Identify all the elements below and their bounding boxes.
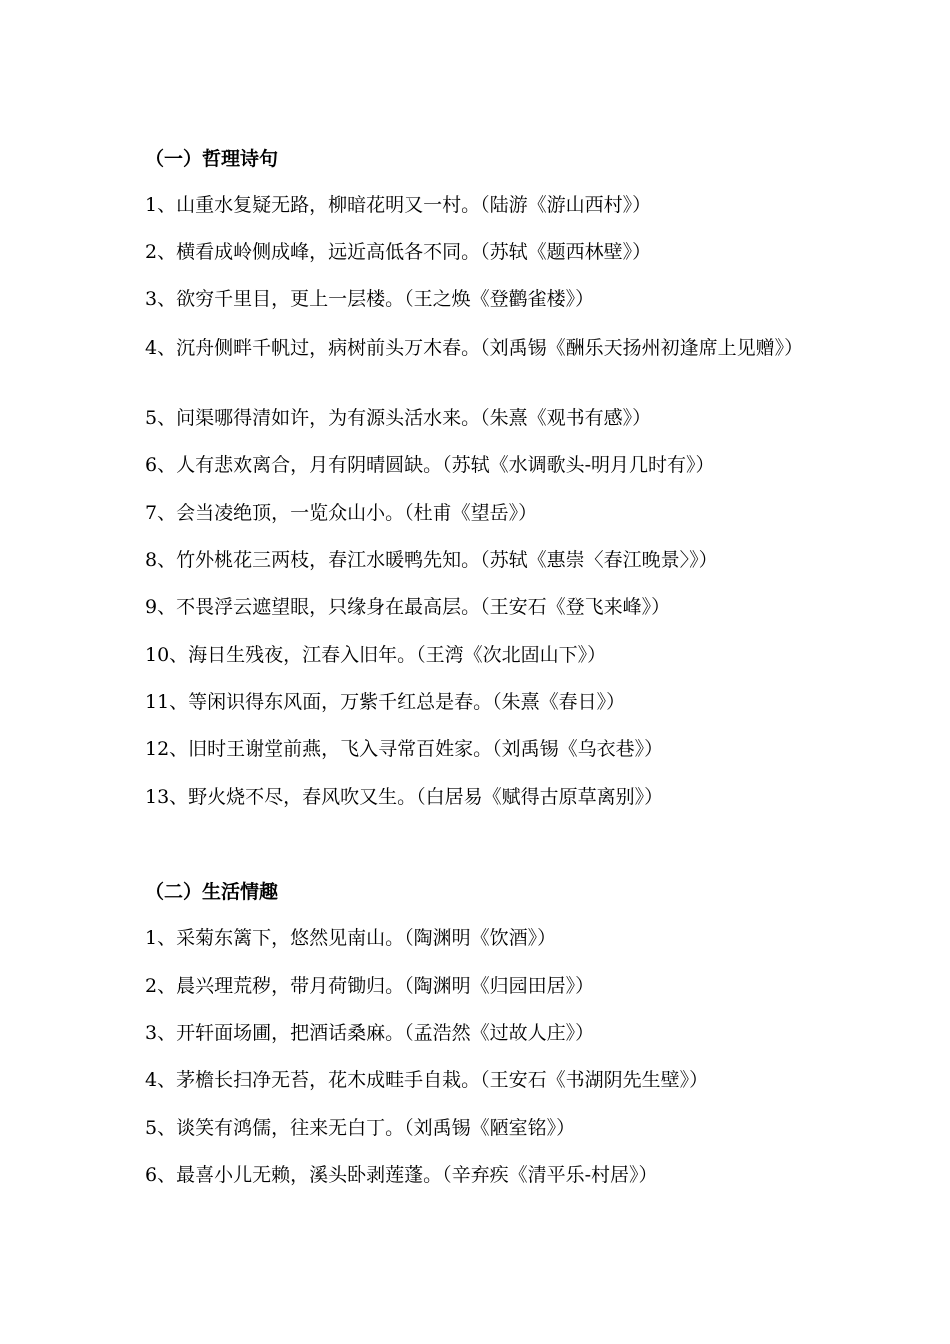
list-item: 4、茅檐长扫净无苔，花木成畦手自栽。（王安石《书湖阴先生壁》） — [145, 1069, 709, 1091]
list-item: 2、晨兴理荒秽，带月荷锄归。（陶渊明《归园田居》） — [145, 975, 595, 997]
list-item: 6、最喜小儿无赖，溪头卧剥莲蓬。（辛弃疾《清平乐-村居》） — [145, 1164, 658, 1186]
list-item: 5、谈笑有鸿儒，往来无白丁。（刘禹锡《陋室铭》） — [145, 1117, 576, 1139]
list-item: 1、山重水复疑无路，柳暗花明又一村。（陆游《游山西村》） — [145, 194, 652, 216]
list-item: 10、海日生残夜，江春入旧年。（王湾《次北固山下》） — [145, 644, 607, 666]
list-item: 6、人有悲欢离合，月有阴晴圆缺。（苏轼《水调歌头-明月几时有》） — [145, 454, 715, 476]
list-item: 2、横看成岭侧成峰，远近高低各不同。（苏轼《题西林壁》） — [145, 241, 652, 263]
list-item: 13、野火烧不尽，春风吹又生。（白居易《赋得古原草离别》） — [145, 786, 664, 808]
list-item: 9、不畏浮云遮望眼，只缘身在最高层。（王安石《登飞来峰》） — [145, 596, 671, 618]
list-item: 8、竹外桃花三两枝，春江水暖鸭先知。（苏轼《惠崇〈春江晚景〉》） — [145, 549, 718, 571]
list-item: 11、等闲识得东风面，万紫千红总是春。（朱熹《春日》） — [145, 691, 626, 713]
section-heading-philosophy: （一）哲理诗句 — [145, 148, 279, 170]
list-item: 4、沉舟侧畔千帆过，病树前头万木春。（刘禹锡《酬乐天扬州初逢席上见赠》） — [145, 337, 804, 359]
list-item: 5、问渠哪得清如许，为有源头活水来。（朱熹《观书有感》） — [145, 407, 652, 429]
section-heading-life: （二）生活情趣 — [145, 881, 279, 903]
list-item: 12、旧时王谢堂前燕，飞入寻常百姓家。（刘禹锡《乌衣巷》） — [145, 738, 664, 760]
list-item: 7、会当凌绝顶，一览众山小。（杜甫《望岳》） — [145, 502, 538, 524]
list-item: 3、开轩面场圃，把酒话桑麻。（孟浩然《过故人庄》） — [145, 1022, 595, 1044]
list-item: 1、采菊东篱下，悠然见南山。（陶渊明《饮酒》） — [145, 927, 557, 949]
list-item: 3、欲穷千里目，更上一层楼。（王之焕《登鹳雀楼》） — [145, 288, 595, 310]
